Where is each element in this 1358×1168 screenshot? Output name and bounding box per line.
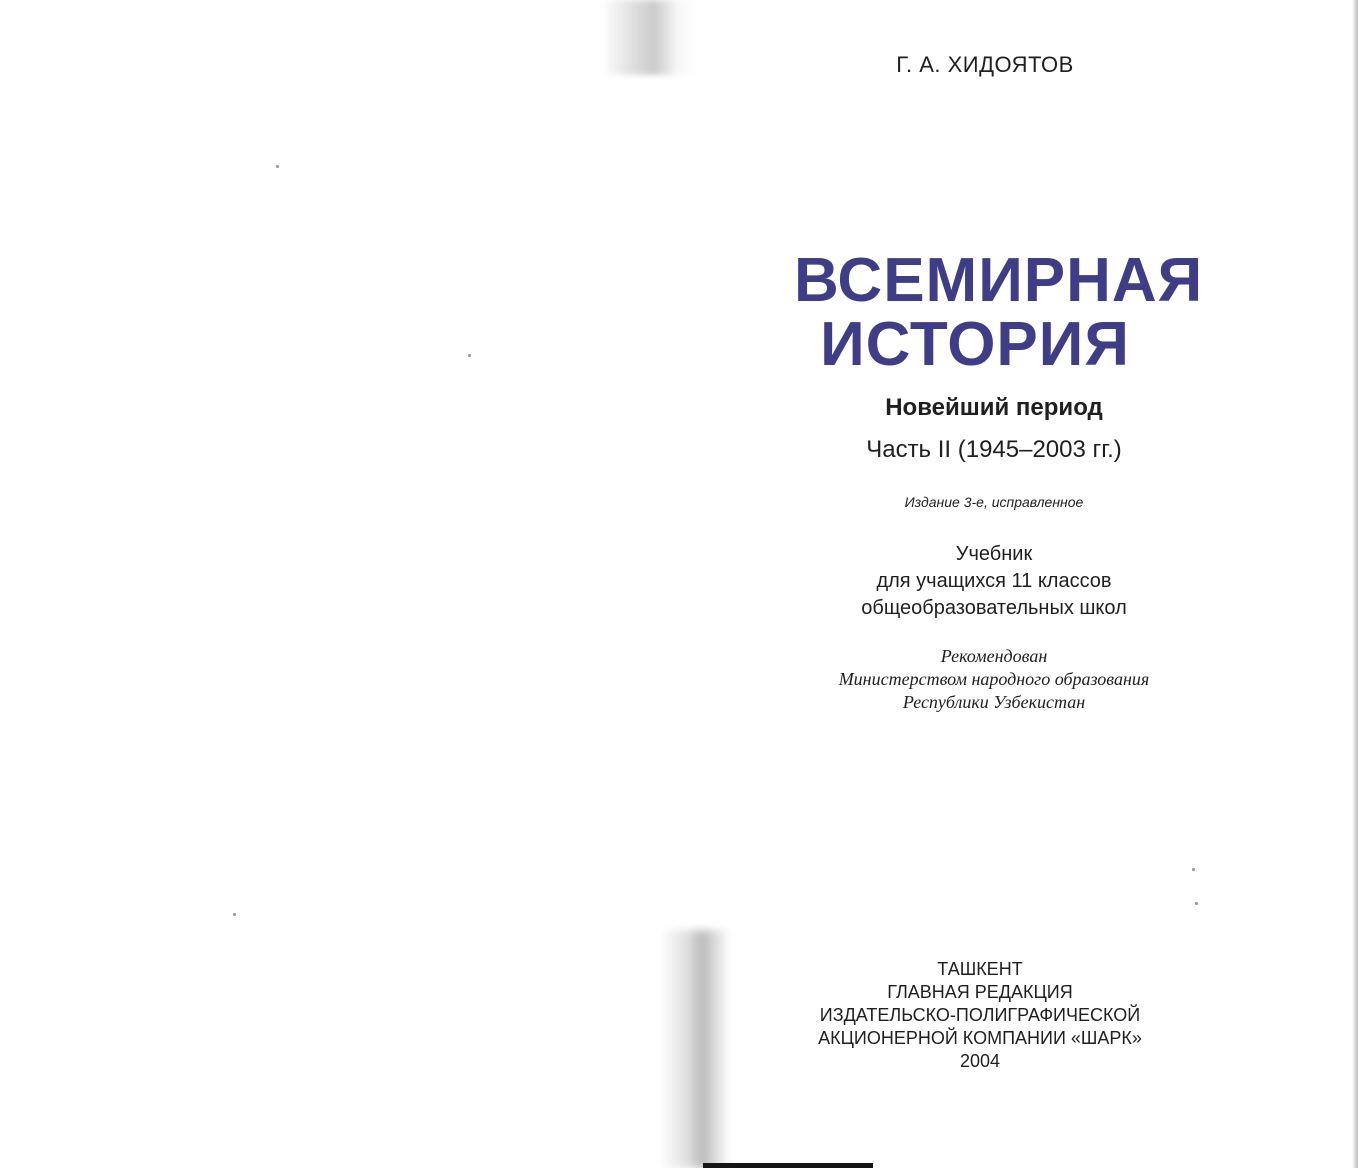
- publisher-city: ТАШКЕНТ: [937, 959, 1023, 979]
- scan-gutter-shadow: [602, 0, 697, 75]
- recommendation-line: Республики Узбекистан: [902, 692, 1086, 712]
- recommendation-line: Рекомендован: [940, 646, 1048, 666]
- publisher-imprint: [800, 958, 1160, 1073]
- book-part: Часть II (1945–2003 гг.): [866, 436, 1122, 463]
- author-name: Г. А. ХИДОЯТОВ: [896, 52, 1074, 77]
- book-title-line-2: ИСТОРИЯ: [820, 310, 1130, 379]
- textbook-description: [794, 541, 1194, 622]
- publisher-line: ИЗДАТЕЛЬСКО-ПОЛИГРАФИЧЕСКОЙ: [819, 1005, 1141, 1025]
- publisher-line: АКЦИОНЕРНОЙ КОМПАНИИ «ШАРК»: [818, 1028, 1142, 1048]
- scan-speck: [468, 354, 471, 357]
- recommendation-note: [794, 645, 1194, 714]
- publication-year: 2004: [959, 1051, 1001, 1071]
- book-subtitle: Новейший период: [885, 394, 1103, 421]
- scan-gutter-shadow: [660, 930, 730, 1168]
- scan-right-edge: [1352, 0, 1358, 1168]
- scan-speck: [1192, 868, 1195, 871]
- scan-speck: [1195, 902, 1198, 905]
- textbook-line: для учащихся 11 классов: [876, 570, 1112, 592]
- scan-speck: [233, 913, 236, 916]
- scan-speck: [276, 165, 279, 168]
- recommendation-line: Министерством народного образования: [838, 669, 1150, 689]
- book-title-line-1: ВСЕМИРНАЯ: [794, 246, 1204, 315]
- scan-edge-mark: [703, 1163, 873, 1168]
- publisher-line: ГЛАВНАЯ РЕДАКЦИЯ: [887, 982, 1073, 1002]
- edition-note: Издание 3-е, исправленное: [904, 494, 1084, 510]
- textbook-line: общеобразовательных школ: [861, 597, 1127, 619]
- textbook-line: Учебник: [955, 543, 1033, 565]
